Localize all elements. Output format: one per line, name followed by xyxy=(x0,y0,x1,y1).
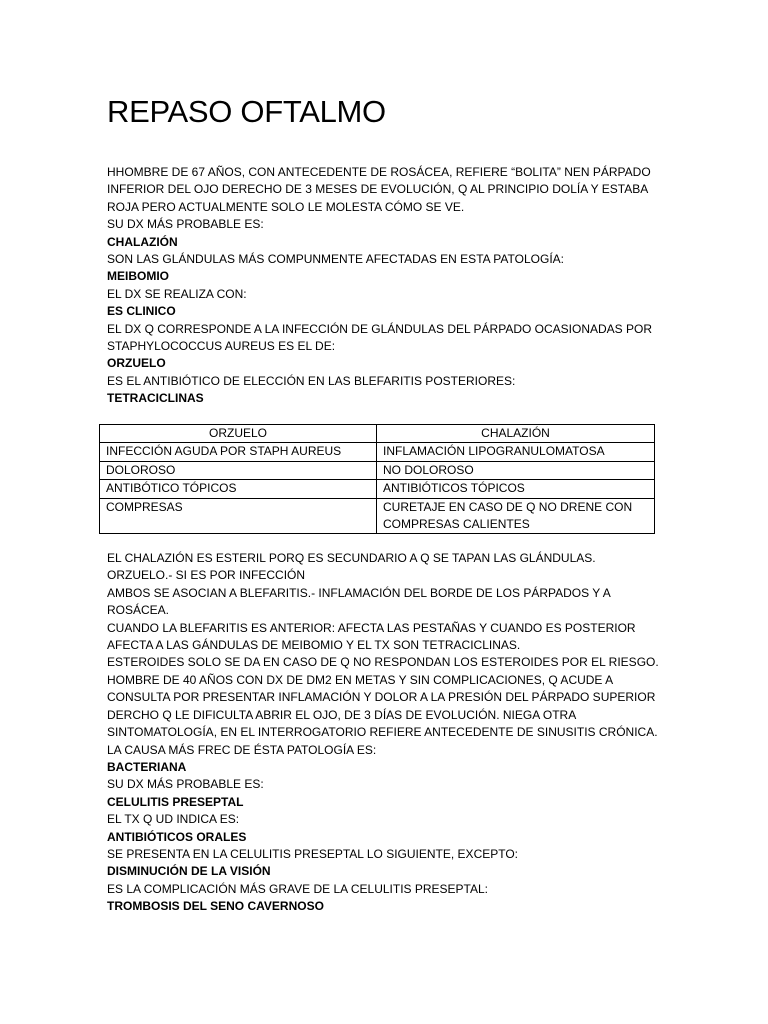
question-text: LA CAUSA MÁS FREC DE ÉSTA PATOLOGÍA ES: xyxy=(107,742,377,757)
table-cell: ANTIBÓTICO TÓPICOS xyxy=(100,480,377,498)
answer-text: MEIBOMIO xyxy=(107,269,169,284)
case-1-section xyxy=(107,164,667,408)
question-text: EL DX SE REALIZA CON: xyxy=(107,286,247,301)
document-title: REPASO OFTALMO xyxy=(107,94,386,129)
table-cell: NO DOLOROSO xyxy=(377,461,655,479)
table-header-chalazion: CHALAZIÓN xyxy=(377,425,655,443)
question-text: SE PRESENTA EN LA CELULITIS PRESEPTAL LO SIGUIENTE, EXCEPTO: xyxy=(107,847,519,862)
question-text: HOMBRE DE 40 AÑOS CON DX DE DM2 EN METAS Y SIN COMPLICACIONES, Q ACUDE A CONSULTA POR PRESENTAR INFLAMACIÓN Y DOLOR A LA PRESIÓN DEL PÁRPADO SUPERIOR DERCHO Q LE DIFICULTA ABRIR EL OJO, DE 3 DÍAS DE EVOLUCIÓN. NIEGA OTRA SINTOMATOLOGÍA, EN EL INTERROGATORIO REFIERE ANTECEDENTE DE SINUSITIS CRÓNICA. xyxy=(107,673,658,740)
answer-text: TROMBOSIS DEL SENO CAVERNOSO xyxy=(107,899,324,914)
table-cell: CURETAJE EN CASO DE Q NO DRENE CON COMPRESAS CALIENTES xyxy=(377,498,655,534)
question-text: SU DX MÁS PROBABLE ES: xyxy=(107,777,264,792)
table-cell: DOLOROSO xyxy=(100,461,377,479)
table-row xyxy=(100,480,655,498)
table-cell: COMPRESAS xyxy=(100,498,377,534)
answer-text: ANTIBIÓTICOS ORALES xyxy=(107,829,247,844)
question-text: ORZUELO.- SI ES POR INFECCIÓN xyxy=(107,568,306,583)
question-text: ES EL ANTIBIÓTICO DE ELECCIÓN EN LAS BLEFARITIS POSTERIORES: xyxy=(107,373,516,388)
table-row xyxy=(100,461,655,479)
question-text: ES LA COMPLICACIÓN MÁS GRAVE DE LA CELULITIS PRESEPTAL: xyxy=(107,881,489,896)
table-header-orzuelo: ORZUELO xyxy=(100,425,377,443)
question-text: SON LAS GLÁNDULAS MÁS COMPUNMENTE AFECTADAS EN ESTA PATOLOGÍA: xyxy=(107,252,564,267)
table-row xyxy=(100,498,655,534)
comparison-table xyxy=(99,424,655,534)
question-text: EL TX Q UD INDICA ES: xyxy=(107,812,240,827)
answer-text: TETRACICLINAS xyxy=(107,391,204,406)
question-text: ESTEROIDES SOLO SE DA EN CASO DE Q NO RESPONDAN LOS ESTEROIDES POR EL RIESGO. xyxy=(107,655,659,670)
answer-text: ES CLINICO xyxy=(107,304,176,319)
table-cell: ANTIBIÓTICOS TÓPICOS xyxy=(377,480,655,498)
table-cell: INFLAMACIÓN LIPOGRANULOMATOSA xyxy=(377,443,655,461)
table-cell: INFECCIÓN AGUDA POR STAPH AUREUS xyxy=(100,443,377,461)
answer-text: CELULITIS PRESEPTAL xyxy=(107,794,244,809)
case-2-section xyxy=(107,672,667,916)
question-text: HHOMBRE DE 67 AÑOS, CON ANTECEDENTE DE ROSÁCEA, REFIERE “BOLITA” NEN PÁRPADO INFERIOR DEL OJO DERECHO DE 3 MESES DE EVOLUCIÓN, Q AL PRINCIPIO DOLÍA Y ESTABA ROJA PERO ACTUALMENTE SOLO LE MOLESTA CÓMO SE VE. xyxy=(107,165,651,214)
answer-text: BACTERIANA xyxy=(107,760,187,775)
question-text: CUANDO LA BLEFARITIS ES ANTERIOR: AFECTA LAS PESTAÑAS Y CUANDO ES POSTERIOR AFECTA A LAS GÁNDULAS DE MEIBOMIO Y EL TX SON TETRACICLINAS. xyxy=(107,620,636,653)
answer-text: DISMINUCIÓN DE LA VISIÓN xyxy=(107,864,271,879)
question-text: AMBOS SE ASOCIAN A BLEFARITIS.- INFLAMACIÓN DEL BORDE DE LOS PÁRPADOS Y A ROSÁCEA. xyxy=(107,585,611,618)
question-text: EL CHALAZIÓN ES ESTERIL PORQ ES SECUNDARIO A Q SE TAPAN LAS GLÁNDULAS. xyxy=(107,551,596,565)
answer-text: ORZUELO xyxy=(107,356,166,371)
answer-text: CHALAZIÓN xyxy=(107,234,178,249)
question-text: SU DX MÁS PROBABLE ES: xyxy=(107,217,264,232)
table-row xyxy=(100,443,655,461)
table-header-row xyxy=(100,425,655,443)
question-text: EL DX Q CORRESPONDE A LA INFECCIÓN DE GLÁNDULAS DEL PÁRPADO OCASIONADAS POR STAPHYLOCOCCUS AUREUS ES EL DE: xyxy=(107,321,653,354)
notes-section xyxy=(107,550,667,672)
